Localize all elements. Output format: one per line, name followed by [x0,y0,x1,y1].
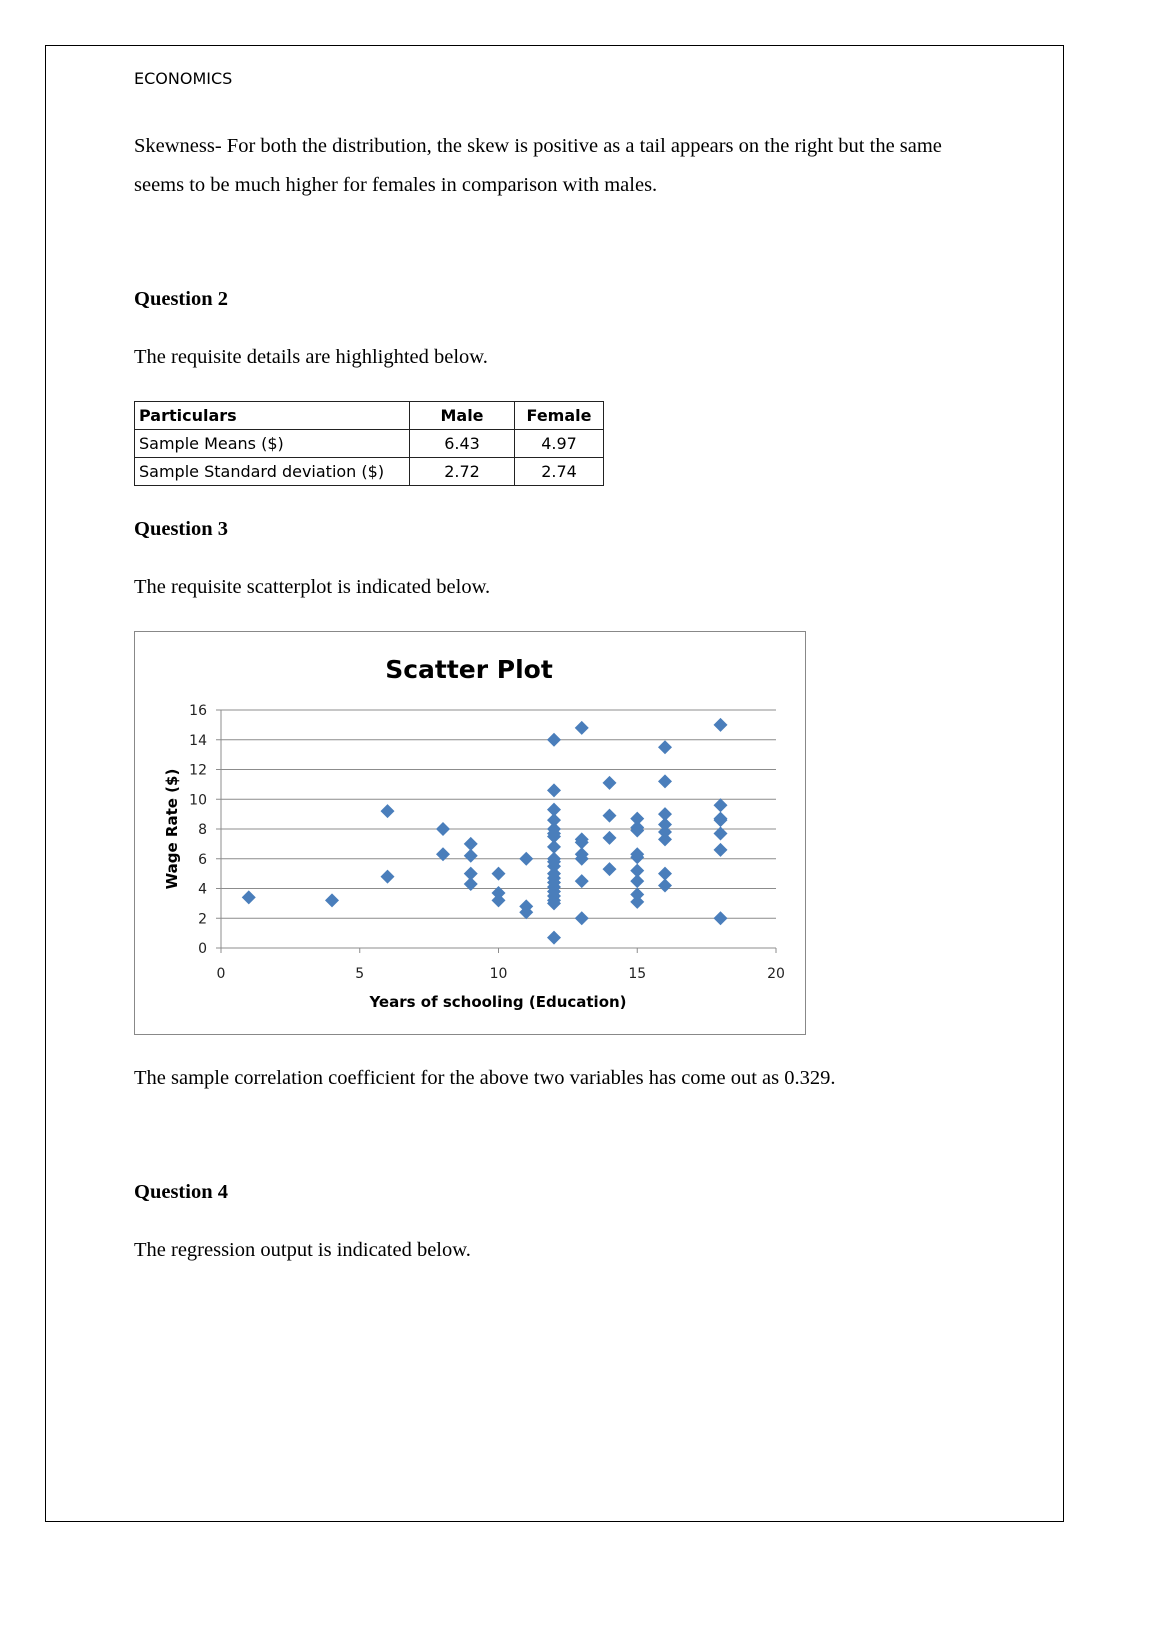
table-row [135,430,604,458]
cell: Sample Means ($) [135,430,410,458]
data-point [603,862,617,876]
data-point [658,879,672,893]
cell: 2.74 [515,458,604,486]
page-header: ECONOMICS [134,69,233,88]
data-point [575,874,589,888]
y-tick-label: 10 [189,792,207,809]
data-point [464,849,478,863]
y-tick-label: 16 [189,703,207,719]
data-point [575,721,589,735]
table-row [135,458,604,486]
data-point [658,774,672,788]
question-3-text: The requisite scatterplot is indicated below. [134,576,491,598]
y-tick-label: 0 [198,941,207,957]
cell: 6.43 [410,430,515,458]
cell: 4.97 [515,430,604,458]
x-tick-label: 15 [628,966,647,982]
data-point [519,852,533,866]
correlation-text: The sample correlation coefficient for the above two variables has come out as 0.329. [134,1067,836,1089]
x-axis-label: Years of schooling (Education) [369,993,627,1011]
data-point [658,740,672,754]
data-point [714,798,728,812]
header-female: Female [515,402,604,430]
question-2-heading: Question 2 [134,288,228,310]
cell: Sample Standard deviation ($) [135,458,410,486]
y-tick-label: 6 [198,851,207,868]
cell: 2.72 [410,458,515,486]
data-point [714,843,728,857]
data-point [714,911,728,925]
x-tick-label: 20 [767,966,785,982]
data-point [492,867,506,881]
y-tick-label: 4 [198,881,207,898]
data-point [603,776,617,790]
question-4-text: The regression output is indicated below. [134,1239,471,1261]
question-3-heading: Question 3 [134,518,228,540]
data-point [603,809,617,823]
data-point [325,893,339,907]
header-male: Male [410,402,515,430]
data-point [714,813,728,827]
data-point [547,783,561,797]
stats-table [134,401,604,486]
y-tick-label: 2 [198,911,207,928]
data-point [630,895,644,909]
data-point [436,822,450,836]
x-tick-label: 10 [489,966,508,982]
data-point [658,832,672,846]
data-point [575,911,589,925]
data-point [381,870,395,884]
question-2-text: The requisite details are highlighted below. [134,346,488,368]
header-particulars: Particulars [135,402,410,430]
y-axis-label: Wage Rate ($) [163,768,181,890]
data-point [547,931,561,945]
x-tick-label: 5 [355,966,365,982]
scatter-chart [134,631,806,1035]
data-point [630,874,644,888]
y-tick-label: 8 [198,822,207,838]
chart-title: Scatter Plot [385,655,553,684]
data-point [714,718,728,732]
question-4-heading: Question 4 [134,1181,228,1203]
data-point [381,804,395,818]
data-point [547,733,561,747]
y-tick-label: 14 [189,732,207,749]
y-tick-label: 12 [189,762,207,779]
scatter-svg [135,632,805,1034]
x-tick-label: 0 [216,966,226,982]
data-point [242,890,256,904]
data-point [492,893,506,907]
data-point [603,831,617,845]
skewness-paragraph: Skewness- For both the distribution, the skew is positive as a tail appears on the right but the same seems to be much higher for females in comparison with males. [134,135,942,196]
